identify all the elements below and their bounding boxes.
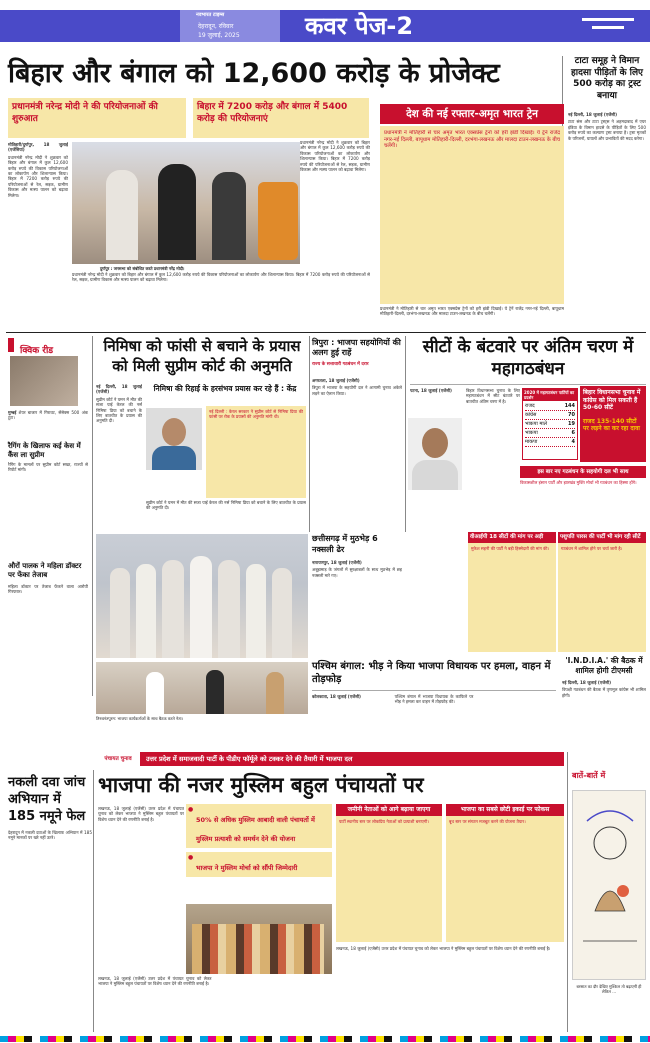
seat-table-seats: 6 xyxy=(571,430,575,436)
train-box xyxy=(380,126,564,304)
bengal-byline: कोलकाता, 18 जुलाई (एजेंसी) xyxy=(312,694,361,699)
medicine-body: देहरादून में नकली दवाओं के खिलाफ अभियान में 185 नमूने मानकों पर खरे नहीं उतरे। xyxy=(8,830,92,841)
seat-photo xyxy=(408,418,462,490)
points-box xyxy=(186,804,332,900)
seat-table-row xyxy=(525,420,575,429)
seat-table-seats: 4 xyxy=(571,439,575,445)
seat-table-party: माकपा xyxy=(525,439,538,445)
seat-table-seats: 70 xyxy=(568,412,575,418)
baate-title: बातें-बातें में xyxy=(572,771,606,780)
box-a-body: पार्टी स्थानीय स्तर पर लोकप्रिय नेताओं को प्रत्याशी बनाएगी। xyxy=(339,818,429,824)
vip-box-title: वीआईपी 18 सीटों की मांग पर अड़ी xyxy=(468,532,556,543)
seat-table-title: 2020 में महागठबंधन पार्टियों का प्रदर्शन xyxy=(523,389,577,401)
paras-box xyxy=(558,532,646,652)
nimisha-body: सुप्रीम कोर्ट ने यमन में मौत की सजा पाई केरल की नर्स निमिषा प्रिया को बचाने के लिए बातचीत के प्रयास की अनुमति दी। xyxy=(96,396,142,424)
photo-person xyxy=(136,564,156,658)
nimisha-body-right: सुप्रीम कोर्ट ने यमन में मौत की सजा पाई केरल की नर्स निमिषा प्रिया को बचाने के लिए बातचीत के प्रयास की अनुमति दी। xyxy=(146,500,306,511)
cartoon-caption: बरसात का दौर देखिए मुश्किल तो बढ़ाएगी ही लेकिन ... xyxy=(576,984,642,994)
nimisha-photo xyxy=(146,408,202,470)
photo-person xyxy=(110,568,130,658)
quick-item1-body: शेयर बाजार में गिरावट, सेंसेक्स 500 अंक टूटा। xyxy=(8,410,88,421)
nimisha-headline: निमिषा को फांसी से बचाने के प्रयास को मिली सुप्रीम कोर्ट की अनुमति xyxy=(103,337,301,375)
india-headline: 'I.N.D.I.A.' की बैठक में शामिल होगी टीएमसी xyxy=(565,656,643,675)
tata-headline: टाटा समूह ने विमान हादसा पीड़ितों के लिए 500 करोड़ का ट्रस्ट बनाया xyxy=(570,56,644,101)
meeting-caption: तिरुवनंतपुरम: भाजपा कार्यकर्ताओं के साथ बैठक करते नेता। xyxy=(96,716,184,721)
seat-table-row xyxy=(525,429,575,438)
seat-story xyxy=(410,388,468,416)
nimisha-inset: निमिषा की रिहाई के हरसंभव प्रयास कर रहे हैं : केंद्र xyxy=(153,384,297,393)
bengal-headline: पश्चिम बंगाल: भीड़ ने किया भाजपा विधायक पर हमला, वाहन में तोड़फोड़ xyxy=(312,661,551,685)
seat-table-row xyxy=(525,411,575,420)
panchayat-point-text: भाजपा ने मुस्लिम मोर्चा को सौंपी जिम्मेदारी xyxy=(196,864,298,872)
paper-name: नवभारत टाइम्स xyxy=(196,12,225,18)
lead-deck-left xyxy=(8,98,186,138)
lead-deck-right xyxy=(193,98,369,138)
lead-body-cont: प्रधानमंत्री नरेन्द्र मोदी ने शुक्रवार को बिहार और बंगाल में कुल 12,600 करोड़ रुपये की विकास परियोजनाओं का लोकार्पण और शिलान्यास किया। बिहार में 7200 करोड़ रुपये की परियोजनाओं से रेल, सड़क, ग्रामीण विकास और मत्स्य पालन को बढ़ावा मिलेगा। xyxy=(72,272,370,283)
panchayat-body-cont: लखनऊ, 18 जुलाई (एजेंसी) उत्तर प्रदेश में पंचायत चुनाव को लेकर भाजपा ने मुस्लिम बहुल पंचायतों पर विशेष ध्यान देने की रणनीति बनाई है। xyxy=(98,976,212,987)
seat-red-box-sub: राजद 135-140 सीटों पर लड़ने का कर रहा दावा xyxy=(583,417,640,432)
meeting-photo xyxy=(96,662,308,714)
paras-box-title: पशुपति पारस की पार्टी भी मांग रही सीटें xyxy=(558,532,646,543)
seat-table-party: भाकपा माले xyxy=(525,421,548,427)
photo-person xyxy=(272,568,292,658)
seat-red-box xyxy=(580,386,646,462)
divider xyxy=(410,384,646,385)
quick-read-text: क्विक रीड xyxy=(20,346,54,356)
panchayat-point-text: 50% से अधिक मुस्लिम आबादी वाली पंचायतों में मुस्लिम प्रत्याशी को समर्थन देने की योजना xyxy=(196,816,315,843)
nimisha-body-left xyxy=(96,384,142,530)
tata-body: टाटा संस और टाटा ट्रस्ट्स ने अहमदाबाद में एयर इंडिया के विमान हादसे के पीड़ितों के लिए 500 करोड़ रुपये का कल्याण ट्रस्ट बनाया है। ट्रस्ट मृतकों के परिजनों, घायलों और प्रभावितों की मदद करेगा। xyxy=(568,119,646,141)
cg-story xyxy=(312,560,402,658)
seat-table-row xyxy=(525,402,575,411)
box-a-title: जमीनी नेताओं को आगे बढ़ाया जाएगा xyxy=(336,804,442,816)
train-headline: देश की नई रफ्तार-अमृत भारत ट्रेन xyxy=(380,104,564,124)
photo-crowd xyxy=(192,924,324,974)
cartoon xyxy=(572,790,646,980)
registration-bar xyxy=(0,1036,650,1042)
seat-table-seats: 144 xyxy=(564,403,575,409)
box-b-title: भाजपा का सबसे छोटी इकाई पर फोकस xyxy=(446,804,564,816)
divider xyxy=(92,336,93,696)
tripura-byline: अगरतला, 18 जुलाई (एजेंसी) xyxy=(312,378,360,383)
seat-table-row xyxy=(525,438,575,447)
tripura-body: त्रिपुरा में भाजपा के सहयोगी दल ने आगामी चुनाव अकेले लड़ने का ऐलान किया। xyxy=(312,385,402,396)
seat-body: बिहार विधानसभा चुनाव के लिए महागठबंधन में सीट बंटवारे पर बातचीत अंतिम चरण में है। xyxy=(466,388,520,404)
seat-table xyxy=(522,388,578,460)
india-body: विपक्षी गठबंधन की बैठक में तृणमूल कांग्रेस भी शामिल होगी। xyxy=(562,687,646,698)
seat-table-seats: 19 xyxy=(568,421,575,427)
nimisha-byline: नई दिल्ली, 18 जुलाई (एजेंसी) xyxy=(96,384,142,395)
divider xyxy=(309,336,310,532)
quick-photo xyxy=(10,356,78,406)
lead-photo xyxy=(72,142,300,264)
divider xyxy=(312,690,556,691)
bottom-band xyxy=(96,752,564,766)
nimisha-face xyxy=(162,418,186,446)
tata-byline: नई दिल्ली, 18 जुलाई (एजेंसी) xyxy=(568,112,618,117)
tripura-headline: त्रिपुरा : भाजपा सहयोगियों की अलग हुई राहें xyxy=(312,338,401,357)
photo-person xyxy=(266,672,284,714)
photo-figure xyxy=(212,172,246,260)
seat-band-body: विकासशील इंसान पार्टी और झारखंड मुक्ति मोर्चा भी गठबंधन का हिस्सा होंगे। xyxy=(520,480,637,485)
lead-body-col2 xyxy=(300,140,370,276)
box-b-body: बूथ स्तर पर संगठन मजबूत करने की योजना तैयार। xyxy=(449,818,526,824)
tata-story xyxy=(568,112,646,324)
seat-face xyxy=(422,428,448,458)
lead-deck-right-text: बिहार में 7200 करोड़ और बंगाल में 5400 करोड़ की परियोजनाएं xyxy=(197,102,348,124)
seat-table-body xyxy=(523,401,577,448)
date: 19 जुलाई, 2025 xyxy=(198,32,240,39)
seat-red-box-title: बिहार विधानसभा चुनाव में कांग्रेस को मिल सकती हैं 50-60 सीटें xyxy=(583,389,641,411)
masthead xyxy=(0,0,650,52)
box-a xyxy=(336,804,442,942)
divider xyxy=(93,770,94,1032)
photo-person xyxy=(206,670,224,714)
photo-person xyxy=(162,560,184,658)
vip-box xyxy=(468,532,556,652)
divider xyxy=(6,332,646,333)
bottom-band-left: पंचायत चुनाव xyxy=(96,752,140,766)
lead-body: प्रधानमंत्री नरेन्द्र मोदी ने शुक्रवार को बिहार और बंगाल में कुल 12,600 करोड़ रुपये की विकास परियोजनाओं का लोकार्पण और शिलान्यास किया। बिहार में 7200 करोड़ रुपये की परियोजनाओं से रेल, सड़क, ग्रामीण विकास और मत्स्य पालन को बढ़ावा मिलेगा। xyxy=(8,154,68,198)
lead-byline: मोतिहारी/दुर्गापुर, 18 जुलाई (एजेंसियां) xyxy=(8,142,68,153)
bottom-band-text: उत्तर प्रदेश में समाजवादी पार्टी के पीडीए फॉर्मूले को टक्कर देने की तैयारी में भाजपा दल xyxy=(146,755,353,763)
seat-table-party: भाकपा xyxy=(525,430,538,436)
bullet-icon: ● xyxy=(188,854,194,861)
seat-band: इस बार नए गठबंधन के सहयोगी दल भी साथ xyxy=(520,466,646,478)
quick-item2-headline: रैगिंग के खिलाफ कई केस में कैंस ला सुप्रीम xyxy=(8,442,81,459)
seat-headline: सीटों के बंटवारे पर अंतिम चरण में महागठबंधन xyxy=(422,337,634,379)
section-title: कवर पेज-2 xyxy=(305,12,414,40)
photo-figure xyxy=(106,170,138,260)
nimisha-shoulders xyxy=(152,446,196,470)
india-byline: नई दिल्ली, 18 जुलाई (एजेंसी) xyxy=(562,680,612,685)
panchayat-body: लखनऊ, 18 जुलाई (एजेंसी) उत्तर प्रदेश में पंचायत चुनाव को लेकर भाजपा ने मुस्लिम बहुल पंचायतों पर विशेष ध्यान देने की रणनीति बनाई है। xyxy=(98,806,184,822)
photo-person xyxy=(146,672,164,714)
photo-person xyxy=(246,564,266,658)
box-b xyxy=(446,804,564,942)
medicine-headline: नकली दवा जांच अभियान में 185 नमूने फेल xyxy=(8,775,86,824)
lead-body-cont: प्रधानमंत्री नरेन्द्र मोदी ने शुक्रवार को बिहार और बंगाल में कुल 12,600 करोड़ रुपये की विकास परियोजनाओं का लोकार्पण और शिलान्यास किया। बिहार में 7200 करोड़ रुपये की परियोजनाओं से रेल, सड़क, ग्रामीण विकास और मत्स्य पालन को बढ़ावा मिलेगा। xyxy=(300,140,370,173)
bengal-body: पश्चिम बंगाल में भाजपा विधायक के काफिले पर भीड़ ने हमला कर वाहन में तोड़फोड़ की। xyxy=(394,694,474,705)
tripura-sub: राज्य के सत्ताधारी गठबंधन में दरार xyxy=(312,362,369,367)
photo-person xyxy=(218,560,240,658)
masthead-ornament xyxy=(582,18,634,21)
masthead-ornament xyxy=(592,26,624,29)
quick-read-label xyxy=(8,338,88,356)
nimisha-highlight: नई दिल्ली : केरल सरकार ने सुप्रीम कोर्ट से निमिषा प्रिया की फांसी पर रोक के प्रयासों की अनुमति मांगी थी। xyxy=(209,409,303,420)
cg-headline: छत्तीसगढ़ में मुठभेड़ 6 नक्सली ढेर xyxy=(312,534,378,554)
lead-body-col1 xyxy=(8,142,68,326)
lead-body-col3 xyxy=(72,272,370,324)
train-body: प्रधानमंत्री ने मोतिहारी से चार अमृत भारत एक्सप्रेस ट्रेनों को हरी झंडी दिखाई। ये ट्रेनें राजेंद्र नगर-नई दिल्ली, बापूधाम मोतिहारी-दिल्ली, दरभंगा-लखनऊ और मालदा टाउन-लखनऊ के बीच चलेंगी। xyxy=(384,130,560,150)
paras-box-body: गठबंधन में शामिल होने पर चर्चा जारी है। xyxy=(561,546,623,551)
cg-byline: नारायणपुर, 18 जुलाई (एजेंसी) xyxy=(312,560,362,565)
group-photo xyxy=(96,534,308,658)
cg-body: अबूझमाड़ के जंगलों में सुरक्षाबलों के साथ मुठभेड़ में छह नक्सली मारे गए। xyxy=(312,567,402,578)
train-body-cont: प्रधानमंत्री ने मोतिहारी से चार अमृत भारत एक्सप्रेस ट्रेनों को हरी झंडी दिखाई। ये ट्रेनें राजेंद्र नगर-नई दिल्ली, बापूधाम मोतिहारी-दिल्ली, दरभंगा-लखनऊ और मालदा टाउन-लखनऊ के बीच चलेंगी। xyxy=(380,306,564,317)
cartoon-drawing-icon xyxy=(573,791,646,980)
lead-photo-caption: दुर्गापुर : जनसभा को संबोधित करते प्रधानमंत्री नरेंद्र मोदी। xyxy=(100,266,185,271)
tripura-story xyxy=(312,378,402,528)
quick-item3-body: महिला डॉक्टर पर तेजाब फेंकने वाला आरोपी गिरफ्तार। xyxy=(8,584,88,595)
bengal-story xyxy=(312,694,556,752)
bullet-icon: ● xyxy=(188,806,194,813)
panchayat-body-cont2: लखनऊ, 18 जुलाई (एजेंसी) उत्तर प्रदेश में पंचायत चुनाव को लेकर भाजपा ने मुस्लिम बहुल पंचायतों पर विशेष ध्यान देने की रणनीति बनाई है। xyxy=(336,946,551,951)
vip-box-body: मुकेश सहनी की पार्टी ने बड़ी हिस्सेदारी की मांग की। xyxy=(471,546,550,551)
seat-byline: पटना, 18 जुलाई (एजेंसी) xyxy=(410,388,452,393)
quick-item1 xyxy=(8,410,88,438)
quick-item3-headline: औरों पालक ने महिला डॉक्टर पर फेंका तेजाब xyxy=(8,562,82,579)
nimisha-highlight-box xyxy=(206,406,306,498)
seat-table-party: कांग्रेस xyxy=(525,412,537,418)
photo-figure xyxy=(158,164,196,260)
india-story xyxy=(562,680,646,752)
photo-person xyxy=(190,556,212,658)
crowd-photo xyxy=(186,904,332,974)
divider xyxy=(567,752,568,1032)
panchayat-point xyxy=(186,804,332,848)
divider xyxy=(405,336,406,532)
quick-item1-place: मुम्बई xyxy=(8,410,17,415)
panchayat-headline: भाजपा की नजर मुस्लिम बहुल पंचायतों पर xyxy=(98,773,424,797)
quick-item2-body: रैगिंग के मामलों पर सुप्रीम कोर्ट सख्त, राज्यों से रिपोर्ट मांगी। xyxy=(8,462,88,473)
seat-shoulders xyxy=(412,460,458,490)
photo-flowers xyxy=(258,182,298,260)
panchayat-point xyxy=(186,852,332,877)
dateline: देहरादून, रविवार xyxy=(198,23,234,30)
lead-deck-left-text: प्रधानमंत्री नरेन्द्र मोदी ने की परियोजनाओं की शुरुआत xyxy=(12,102,158,124)
lead-headline: बिहार और बंगाल को 12,600 करोड़ के प्रोजेक्ट xyxy=(8,58,500,89)
seat-table-party: राजद xyxy=(525,403,535,409)
